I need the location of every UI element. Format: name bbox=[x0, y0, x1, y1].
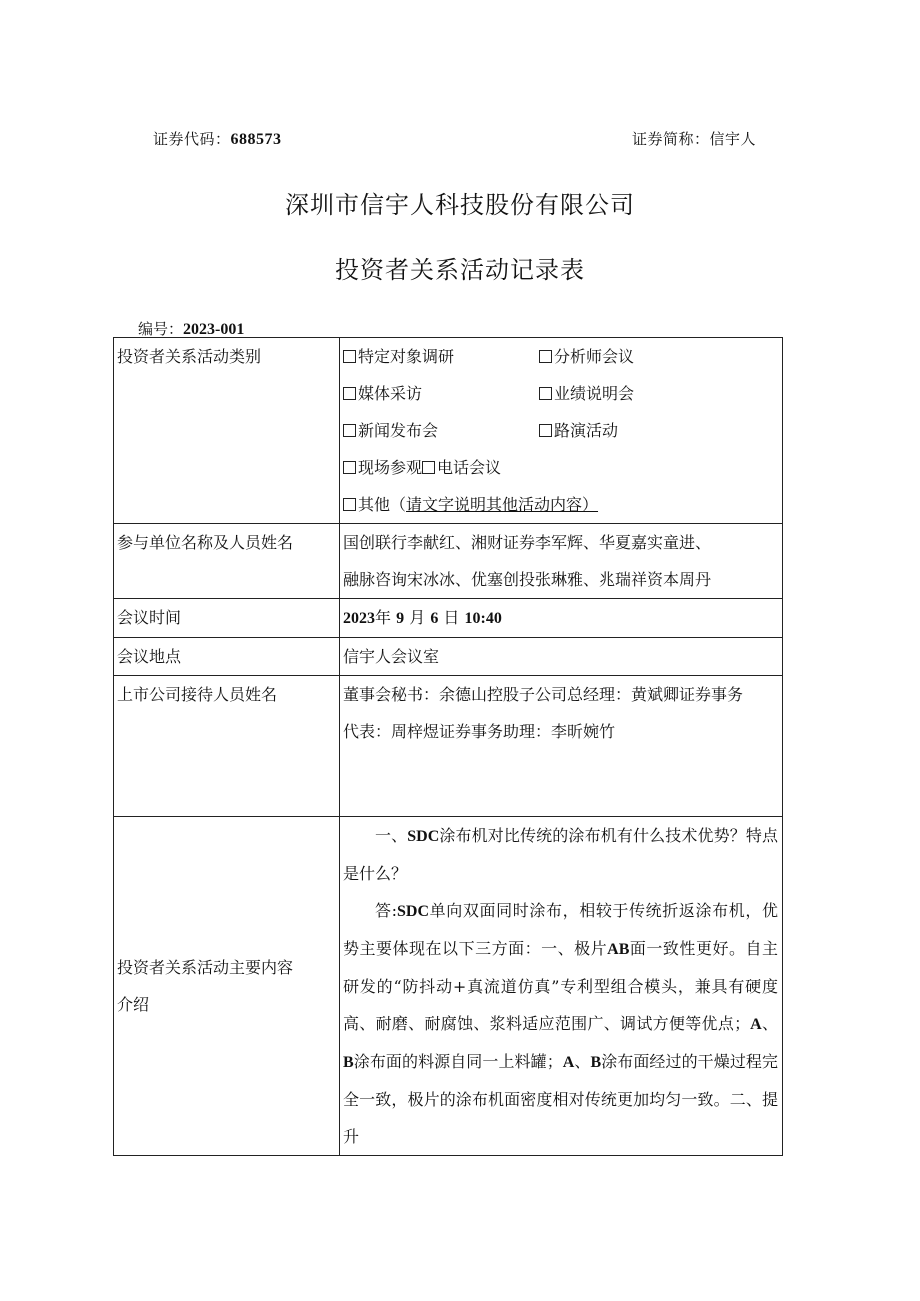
checkbox-icon[interactable] bbox=[422, 461, 435, 474]
checkbox-icon[interactable] bbox=[539, 424, 552, 437]
form-title: 投资者关系活动记录表 bbox=[335, 256, 585, 284]
checkbox-icon[interactable] bbox=[343, 350, 356, 363]
option-media-interview[interactable]: 媒体采访 bbox=[343, 375, 539, 412]
question-1: 一、SDC涂布机对比传统的涂布机有什么技术优势？特点是什么？ bbox=[343, 826, 778, 883]
row-reception-staff bbox=[114, 676, 783, 817]
option-specific-research[interactable]: 特定对象调研 bbox=[343, 338, 539, 375]
checkbox-icon[interactable] bbox=[343, 424, 356, 437]
activity-category-options bbox=[340, 338, 783, 524]
option-performance-briefing[interactable]: 业绩说明会 bbox=[539, 375, 735, 412]
meeting-time-value: 2023年 9 月 6 日 10:40 bbox=[340, 599, 783, 638]
row-participants bbox=[114, 524, 783, 599]
main-content-label: 投资者关系活动主要内容 介绍 bbox=[114, 817, 340, 1156]
option-analyst-meeting[interactable]: 分析师会议 bbox=[539, 338, 735, 375]
document-number-label: 编号： bbox=[138, 320, 184, 338]
other-description: 请文字说明其他活动内容） bbox=[406, 495, 599, 514]
checkbox-icon[interactable] bbox=[343, 387, 356, 400]
row-main-content bbox=[114, 817, 783, 1156]
record-table bbox=[113, 337, 783, 1156]
stock-code-label: 证券代码： bbox=[153, 130, 231, 148]
checkbox-icon[interactable] bbox=[343, 498, 356, 511]
main-content-body bbox=[340, 817, 783, 1156]
answer-1: 答:SDC单向双面同时涂布，相较于传统折返涂布机，优势主要体现在以下三方面：一、极片AB面一致性更好。自主研发的“防抖动+真流道仿真”专利型组合模头，兼具有硬度高、耐磨、耐腐蚀、浆料适应范围广、调试方便等优点；A、B涂布面的料源自同一上料罐；A、B涂布面经过的干燥过程完全一致，极片的涂布机面密度相对传统更加均匀一致。二、提升 bbox=[343, 901, 778, 1146]
row-meeting-time bbox=[114, 599, 783, 638]
option-phone-meeting[interactable]: 电话会议 bbox=[422, 458, 501, 477]
stock-short-value: 信宇人 bbox=[709, 130, 757, 148]
activity-category-label: 投资者关系活动类别 bbox=[114, 338, 340, 524]
stock-code bbox=[153, 128, 282, 149]
option-other[interactable]: 其他（请文字说明其他活动内容） bbox=[343, 495, 598, 514]
option-press-conference[interactable]: 新闻发布会 bbox=[343, 412, 539, 449]
document-number bbox=[138, 318, 244, 339]
stock-short-label: 证券简称： bbox=[632, 130, 710, 148]
reception-staff-label: 上市公司接待人员姓名 bbox=[114, 676, 340, 817]
meeting-time-label: 会议时间 bbox=[114, 599, 340, 638]
company-title: 深圳市信宇人科技股份有限公司 bbox=[285, 191, 635, 219]
row-activity-category bbox=[114, 338, 783, 524]
stock-short-name bbox=[632, 128, 756, 149]
checkbox-icon[interactable] bbox=[539, 387, 552, 400]
meeting-location-value: 信宇人会议室 bbox=[340, 638, 783, 676]
row-meeting-location bbox=[114, 638, 783, 676]
participants-value: 国创联行李献红、湘财证券李军辉、华夏嘉实童进、 融脉咨询宋冰冰、优塞创投张琳雅、兆瑞祥资本周丹 bbox=[340, 524, 783, 599]
checkbox-icon[interactable] bbox=[539, 350, 552, 363]
participants-label: 参与单位名称及人员姓名 bbox=[114, 524, 340, 599]
option-site-visit[interactable]: 现场参观 bbox=[343, 458, 422, 477]
stock-code-value: 688573 bbox=[230, 131, 282, 148]
checkbox-icon[interactable] bbox=[343, 461, 356, 474]
reception-staff-value: 董事会秘书：余德山控股子公司总经理：黄斌卿证券事务 代表：周梓煜证券事务助理：李昕婉竹 bbox=[340, 676, 783, 817]
option-roadshow[interactable]: 路演活动 bbox=[539, 412, 735, 449]
meeting-location-label: 会议地点 bbox=[114, 638, 340, 676]
document-number-value: 2023-001 bbox=[183, 321, 245, 338]
